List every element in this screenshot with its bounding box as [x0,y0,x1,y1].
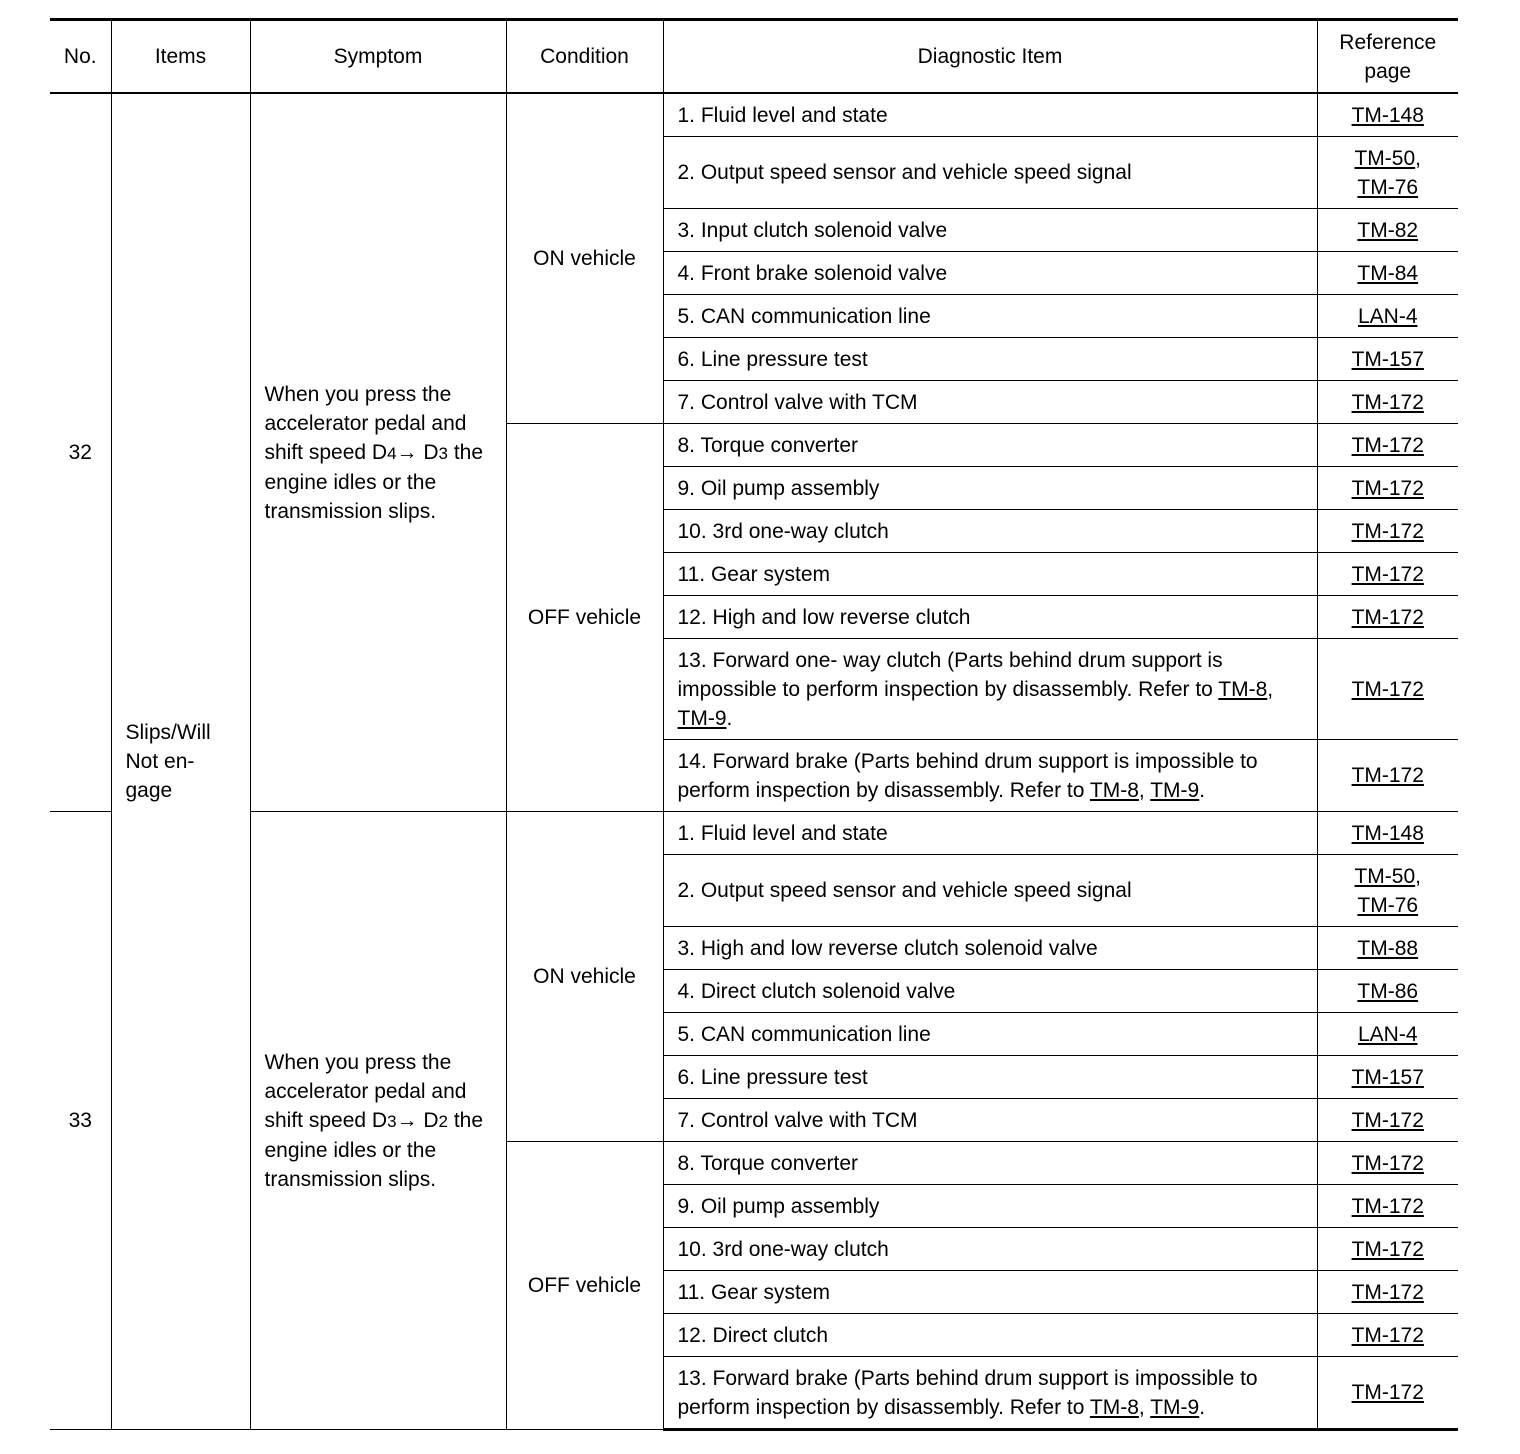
diagnostic-item-text: 10. 3rd one-way clutch [677,519,889,543]
diagnostic-item-text: 5. CAN communication line [677,1022,931,1046]
diagnostic-item [663,338,1317,381]
reference-page [1317,93,1458,137]
reference-link[interactable]: TM-76 [1357,175,1419,199]
symptom-mid: D [417,1108,439,1132]
diagnostic-item [663,553,1317,596]
diagnostic-item-text: 2. Output speed sensor and vehicle speed signal [677,879,1132,902]
reference-link[interactable]: TM-84 [1357,261,1419,285]
diagnostic-item-text: 12. Direct clutch [677,1323,829,1347]
diagnostic-item-text: 3. High and low reverse clutch solenoid valve [677,936,1098,960]
reference-page [1317,553,1458,596]
reference-link[interactable]: TM-172 [1351,476,1424,500]
diagnostic-item [663,970,1317,1013]
diagnostic-item [663,424,1317,467]
diagnostic-item-text: 7. Control valve with TCM [677,1108,918,1132]
diagnostic-item [663,1314,1317,1357]
diagnostic-item [663,209,1317,252]
reference-page [1317,209,1458,252]
symptom-cell [250,812,506,1430]
diagnostic-item-text: 4. Direct clutch solenoid valve [677,979,956,1003]
reference-link[interactable]: TM-172 [1351,1194,1424,1218]
reference-link[interactable]: TM-86 [1357,979,1419,1003]
reference-link[interactable]: TM-148 [1351,821,1424,845]
diagnostic-item [663,855,1317,927]
symptom-suffix: the engine idles or the transmission slips. [264,1108,484,1191]
diagnostic-item [663,252,1317,295]
reference-page [1317,1314,1458,1357]
diagnostic-item [663,295,1317,338]
reference-link[interactable]: LAN-4 [1357,1022,1418,1046]
reference-link[interactable]: TM-172 [1351,1237,1424,1261]
reference-link[interactable]: TM-88 [1357,936,1419,960]
reference-page: TM-50, TM-76 [1317,137,1458,209]
diagnostic-item: 14. Forward brake (Parts behind drum support is impossible to perform inspection by disassembly. Refer to TM-8, TM-9. [663,740,1317,812]
diagnostic-item [663,596,1317,639]
diagnostic-item [663,137,1317,209]
diagnostic-item [663,1142,1317,1185]
diagnostic-item-text: 14. Forward brake (Parts behind drum support is impossible to perform inspection by disassembly. Refer to [677,749,1258,802]
diagnostic-item-text: 8. Torque converter [677,433,859,457]
table-row [50,93,1458,137]
reference-link[interactable]: TM-8 [1089,778,1139,802]
condition-on-vehicle: ON vehicle [506,812,663,1142]
reference-link[interactable]: TM-76 [1357,893,1419,917]
reference-link[interactable]: TM-172 [1351,519,1424,543]
symptom-prefix: When you press the accelerator pedal and shift speed D [264,382,467,464]
reference-link[interactable]: TM-172 [1351,764,1424,787]
diagnostic-item [663,510,1317,553]
reference-link[interactable]: TM-172 [1351,390,1424,414]
diagnostic-item [663,1056,1317,1099]
reference-page [1317,295,1458,338]
reference-page [1317,510,1458,553]
reference-link[interactable]: TM-50 [1354,864,1416,888]
reference-link[interactable]: TM-172 [1351,1108,1424,1132]
diagnostic-item [663,927,1317,970]
reference-link[interactable]: TM-172 [1351,1381,1424,1404]
reference-page [1317,596,1458,639]
reference-link[interactable]: LAN-4 [1357,304,1418,328]
diagnostic-item [663,93,1317,137]
row-number: 33 [50,812,111,1430]
reference-page [1317,970,1458,1013]
reference-link[interactable]: TM-9 [1150,778,1200,802]
diagnostic-item-text: 13. Forward one- way clutch (Parts behind drum support is impossible to perform inspection by disassembly. Refer to [677,648,1223,701]
diagnostic-item-text: 12. High and low reverse clutch [677,605,971,629]
symptom-from-gear: 3 [387,1111,397,1131]
symptom-from-gear: 4 [387,443,397,463]
symptom-to-gear: 3 [438,443,449,463]
reference-page [1317,740,1458,812]
symptom-mid: D [417,440,439,464]
diagnostic-item-text: 5. CAN communication line [677,304,931,328]
diagnostic-item [663,467,1317,510]
header-diagnostic-item: Diagnostic Item [663,20,1317,94]
row-number: 32 [50,93,111,812]
symptom-cell [250,93,506,812]
condition-off-vehicle: OFF vehicle [506,1142,663,1430]
header-reference-page: Reference page [1317,20,1458,94]
reference-link[interactable]: TM-157 [1351,1065,1424,1089]
condition-off-vehicle: OFF vehicle [506,424,663,812]
header-no: No. [50,20,111,94]
reference-link[interactable]: TM-8 [1218,677,1268,701]
reference-page [1317,338,1458,381]
arrow-icon: → [396,440,418,464]
reference-page [1317,639,1458,740]
diagnostic-item [663,1099,1317,1142]
diagnostic-item-text: 9. Oil pump assembly [677,1194,880,1218]
diagnostic-item-text: 11. Gear system [677,1280,830,1304]
symptom-suffix: the engine idles or the transmission slips. [264,440,484,523]
header-symptom: Symptom [250,20,506,94]
diagnostic-item-text: 6. Line pressure test [677,1065,868,1089]
diagnostic-item-text: 9. Oil pump assembly [677,476,880,500]
reference-page [1317,381,1458,424]
diagnostic-item [663,812,1317,855]
reference-page [1317,467,1458,510]
reference-link[interactable]: TM-172 [1351,605,1424,629]
reference-page [1317,1228,1458,1271]
reference-page [1317,1099,1458,1142]
diagnostic-item-text: 13. Forward brake (Parts behind drum support is impossible to perform inspection by disassembly. Refer to [677,1366,1258,1419]
reference-page [1317,1185,1458,1228]
reference-page [1317,252,1458,295]
reference-link[interactable]: TM-172 [1351,1323,1424,1347]
reference-page [1317,1142,1458,1185]
symptom-prefix: When you press the accelerator pedal and shift speed D [264,1050,467,1132]
reference-page [1317,1357,1458,1430]
reference-link[interactable]: TM-148 [1351,103,1424,127]
reference-link[interactable]: TM-8 [1089,1395,1139,1419]
reference-link[interactable]: TM-172 [1351,562,1424,586]
reference-page [1317,927,1458,970]
diagnostic-item-text: 3. Input clutch solenoid valve [677,218,948,242]
header-row [50,20,1458,94]
diagnostic-item-text: 2. Output speed sensor and vehicle speed signal [677,161,1132,184]
diagnostic-table [50,18,1458,1431]
header-items: Items [111,20,250,94]
diagnostic-item-text: 7. Control valve with TCM [677,390,918,414]
table-row [50,812,1458,855]
reference-link[interactable]: TM-172 [1351,433,1424,457]
diagnostic-item [663,381,1317,424]
diagnostic-item-text: 1. Fluid level and state [677,103,888,127]
reference-link[interactable]: TM-50 [1354,146,1416,170]
reference-page [1317,1271,1458,1314]
diagnostic-item-text: 11. Gear system [677,562,830,586]
diagnostic-item: 13. Forward one- way clutch (Parts behind drum support is impossible to perform inspection by disassembly. Refer to TM-8, TM-9. [663,639,1317,740]
header-condition: Condition [506,20,663,94]
reference-link[interactable]: TM-82 [1357,218,1419,242]
reference-page [1317,1056,1458,1099]
diagnostic-item [663,1013,1317,1056]
reference-link[interactable]: TM-172 [1351,677,1424,701]
diagnostic-item: 13. Forward brake (Parts behind drum support is impossible to perform inspection by disassembly. Refer to TM-8, TM-9. [663,1357,1317,1430]
diagnostic-item-text: 8. Torque converter [677,1151,859,1175]
reference-link[interactable]: TM-172 [1351,1280,1424,1304]
diagnostic-item [663,1271,1317,1314]
reference-link[interactable]: TM-172 [1351,1151,1424,1175]
diagnostic-item-text: 6. Line pressure test [677,347,868,371]
diagnostic-item [663,1185,1317,1228]
reference-page: TM-50, TM-76 [1317,855,1458,927]
arrow-icon: → [396,1108,418,1132]
reference-page [1317,424,1458,467]
diagnostic-item-text: 1. Fluid level and state [677,821,888,845]
item-label: Slips/Will Not en-gage [111,93,250,1430]
symptom-to-gear: 2 [438,1111,449,1131]
reference-page [1317,812,1458,855]
reference-link[interactable]: TM-9 [1150,1395,1200,1419]
reference-link[interactable]: TM-157 [1351,347,1424,371]
condition-on-vehicle: ON vehicle [506,93,663,424]
diagnostic-item [663,1228,1317,1271]
diagnostic-item-text: 10. 3rd one-way clutch [677,1237,889,1261]
diagnostic-item-text: 4. Front brake solenoid valve [677,261,948,285]
reference-page [1317,1013,1458,1056]
reference-link[interactable]: TM-9 [677,706,727,730]
